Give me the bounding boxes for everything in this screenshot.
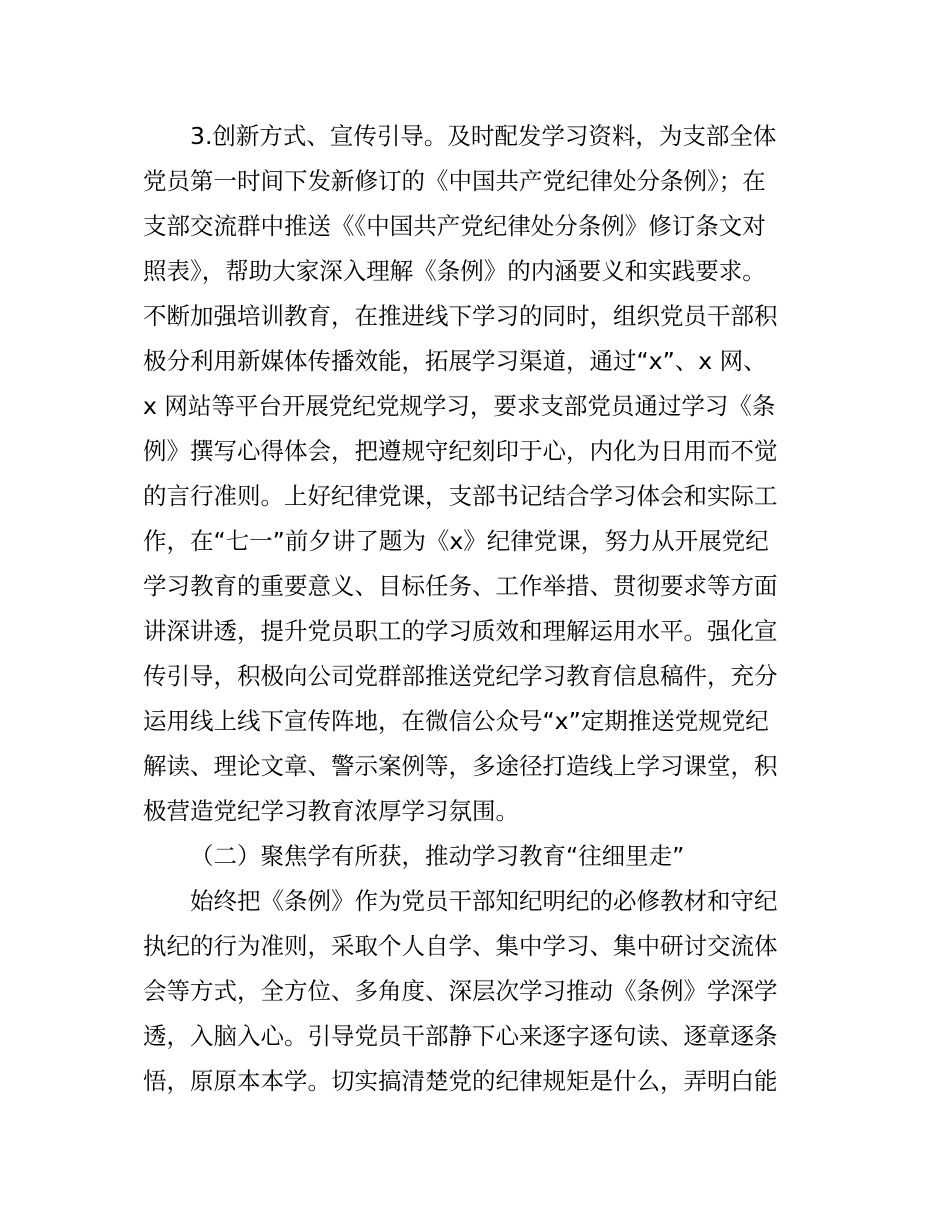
paragraph-line: 悟，原原本本学。切实搞清楚党的纪律规矩是什么，弄明白能 bbox=[143, 1067, 778, 1095]
paragraph-line: 透，入脑入心。引导党员干部静下心来逐字逐句读、逐章逐条 bbox=[143, 1022, 778, 1050]
paragraph-line: 讲深讲透，提升党员职工的学习质效和理解运用水平。强化宣 bbox=[143, 617, 778, 645]
section-heading: （二）聚焦学有所获，推动学习教育“往细里走” bbox=[190, 842, 685, 870]
paragraph-line: 会等方式，全方位、多角度、深层次学习推动《条例》学深学 bbox=[143, 977, 778, 1005]
paragraph-line: 运用线上线下宣传阵地，在微信公众号“x”定期推送党规党纪 bbox=[143, 707, 769, 735]
paragraph-line: 支部交流群中推送《《中国共产党纪律处分条例》修订条文对 bbox=[143, 212, 766, 240]
paragraph-line: 作，在“七一”前夕讲了题为《x》纪律党课，努力从开展党纪 bbox=[143, 527, 769, 555]
paragraph-line: 执纪的行为准则，采取个人自学、集中学习、集中研讨交流体 bbox=[143, 932, 778, 960]
paragraph-line: 党员第一时间下发新修订的《中国共产党纪律处分条例》；在 bbox=[143, 167, 766, 195]
paragraph-line: 传引导，积极向公司党群部推送党纪学习教育信息稿件，充分 bbox=[143, 662, 778, 690]
paragraph-line: 解读、理论文章、警示案例等，多途径打造线上学习课堂，积 bbox=[143, 752, 778, 780]
paragraph-line: x 网站等平台开展党纪党规学习，要求支部党员通过学习《条 bbox=[143, 392, 776, 420]
paragraph-line: 始终把《条例》作为党员干部知纪明纪的必修教材和守纪 bbox=[190, 887, 778, 915]
paragraph-line: 照表》，帮助大家深入理解《条例》的内涵要义和实践要求。 bbox=[143, 257, 766, 285]
paragraph-line: 3.创新方式、宣传引导。及时配发学习资料，为支部全体 bbox=[190, 122, 777, 150]
paragraph-line: 学习教育的重要意义、目标任务、工作举措、贯彻要求等方面 bbox=[143, 572, 778, 600]
paragraph-line: 极营造党纪学习教育浓厚学习氛围。 bbox=[143, 797, 519, 825]
paragraph-line: 例》撰写心得体会，把遵规守纪刻印于心，内化为日用而不觉 bbox=[143, 437, 778, 465]
paragraph-line: 的言行准则。上好纪律党课，支部书记结合学习体会和实际工 bbox=[143, 482, 778, 510]
paragraph-line: 不断加强培训教育，在推进线下学习的同时，组织党员干部积 bbox=[143, 302, 778, 330]
paragraph-line: 极分利用新媒体传播效能，拓展学习渠道，通过“x”、x 网、 bbox=[143, 347, 767, 375]
